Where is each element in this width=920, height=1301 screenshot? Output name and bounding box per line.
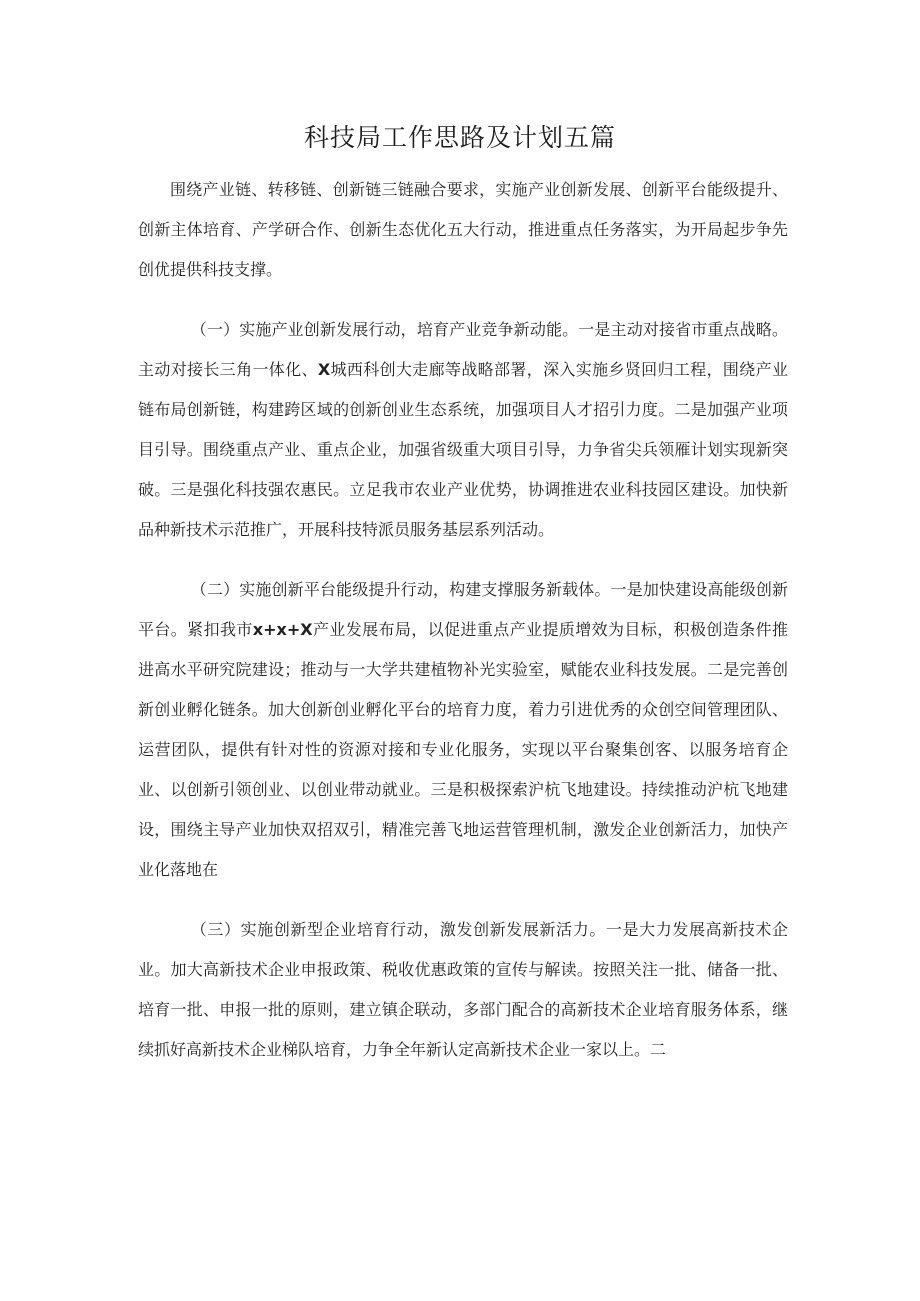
paragraph-bold-text: x+x+X [252,620,313,639]
paragraph-bold-text: X [317,360,331,379]
paragraph-section-3 [138,910,788,1070]
paragraph-intro [138,170,788,290]
paragraph-text: 产业发展布局，以促进重点产业提质增效为目标，积极创造条件推进高水平研究院建设；推动与一大学共建植物补光实验室，赋能农业科技发展。二是完善创新创业孵化链条。加大创新创业孵化平台的培育力度，着力引进优秀的众创空间管理团队、运营团队，提供有针对性的资源对接和专业化服务，实现以平台聚集创客、以服务培育企业、以创新引领创业、以创业带动就业。三是积极探索沪杭飞地建设。持续推动沪杭飞地建设，围绕主导产业加快双招双引，精准完善飞地运营管理机制，激发企业创新活力，加快产业化落地在 [138,620,788,879]
paragraph-section-1 [138,310,788,550]
paragraph-text: （二）实施创新平台能级提升行动，构建支撑服务新载体。一是加快建设高能级创新平台。紧扣我市 [138,580,788,639]
paragraph-text: 围绕产业链、转移链、创新链三链融合要求，实施产业创新发展、创新平台能级提升、创新主体培育、产学研合作、创新生态优化五大行动，推进重点任务落实，为开局起步争先创优提供科技支撑。 [138,180,788,279]
document-body [138,170,788,1070]
document-title: 科技局工作思路及计划五篇 [303,123,616,152]
paragraph-text: （三）实施创新型企业培育行动，激发创新发展新活力。一是大力发展高新技术企业。加大高新技术企业申报政策、税收优惠政策的宣传与解读。按照关注一批、储备一批、培育一批、申报一批的原则，建立镇企联动，多部门配合的高新技术企业培育服务体系，继续抓好高新技术企业梯队培育，力争全年新认定高新技术企业一家以上。二 [138,920,788,1059]
paragraph-text: 城西科创大走廊等战略部署，深入实施乡贤回归工程，围绕产业链布局创新链，构建跨区域的创新创业生态系统，加强项目人才招引力度。二是加强产业项目引导。围绕重点产业、重点企业，加强省级重大项目引导，力争省尖兵领雁计划实现新突破。三是强化科技强农惠民。立足我市农业产业优势，协调推进农业科技园区建设。加快新品种新技术示范推广，开展科技特派员服务基层系列活动。 [138,360,788,539]
paragraph-text: （一）实施产业创新发展行动，培育产业竞争新动能。一是主动对接省市重点战略。主动对接长三角一体化、 [138,320,788,379]
paragraph-section-2 [138,570,788,890]
